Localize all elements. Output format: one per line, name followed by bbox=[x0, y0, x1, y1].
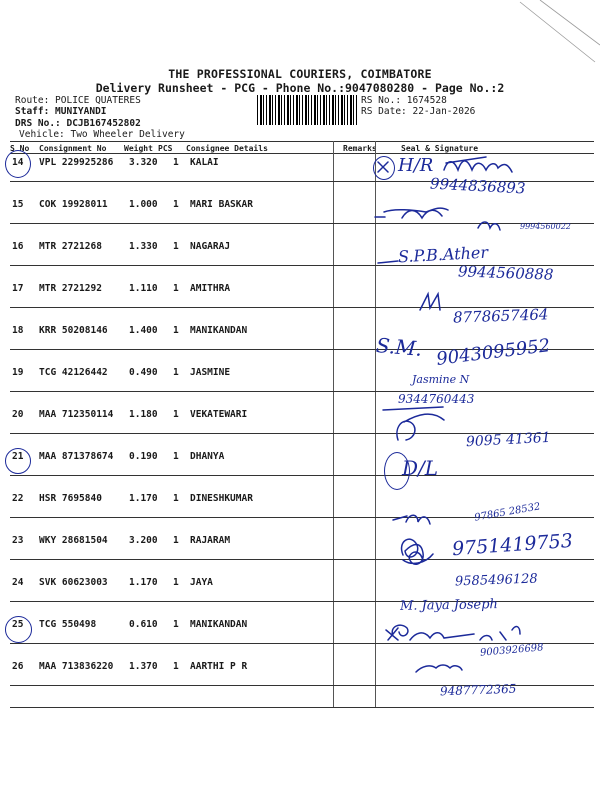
row-pcs: 1 bbox=[173, 283, 179, 294]
row-sno: 19 bbox=[12, 367, 24, 378]
row-consignment: MTR 2721268 bbox=[39, 241, 102, 252]
staff-label: Staff: MUNIYANDI bbox=[15, 106, 107, 117]
row-consignment: MAA 713836220 bbox=[39, 661, 114, 672]
row-consignee: MANIKANDAN bbox=[190, 619, 248, 630]
row-sno: 17 bbox=[12, 283, 24, 294]
row-consignment: WKY 28681504 bbox=[39, 535, 108, 546]
col-consignment: Consignment No bbox=[39, 144, 107, 153]
row-pcs: 1 bbox=[173, 241, 179, 252]
sig-25: 9003926698 bbox=[479, 642, 544, 659]
sig-24: M. Jaya Joseph bbox=[399, 597, 498, 614]
sig-26: 9487772365 bbox=[439, 681, 517, 699]
col-consignee: Consignee Details bbox=[186, 144, 268, 153]
row-weight: 0.190 bbox=[129, 451, 158, 462]
sig-23b: 9585496128 bbox=[454, 571, 538, 590]
col-remarks: Remarks bbox=[343, 144, 377, 153]
sig-19a: Jasmine N bbox=[412, 373, 470, 386]
row-weight: 1.180 bbox=[129, 409, 158, 420]
row-consignment: HSR 7695840 bbox=[39, 493, 102, 504]
row-pcs: 1 bbox=[173, 493, 179, 504]
col-weight: Weight bbox=[124, 144, 153, 153]
sig-20: 9095 41361 bbox=[465, 429, 551, 451]
row-consignee: AMITHRA bbox=[190, 283, 231, 294]
row-weight: 1.170 bbox=[129, 577, 158, 588]
row-consignee: VEKATEWARI bbox=[190, 409, 248, 420]
row-consignee: NAGARAJ bbox=[190, 241, 231, 252]
row-pcs: 1 bbox=[173, 157, 179, 168]
row-consignee: JAYA bbox=[190, 577, 213, 588]
sig-19b: 9344760443 bbox=[398, 392, 475, 406]
runsheet-title: Delivery Runsheet - PCG - Phone No.:9047080280 - Page No.:2 bbox=[95, 81, 505, 95]
row-consignee: MANIKANDAN bbox=[190, 325, 248, 336]
sig-18b: 9043095952 bbox=[435, 335, 552, 370]
sig-14a: H/R bbox=[398, 155, 434, 176]
row-consignment: COK 19928011 bbox=[39, 199, 108, 210]
row-pcs: 1 bbox=[173, 661, 179, 672]
col-seal: Seal & Signature bbox=[401, 144, 479, 153]
sig-14b: 9944836893 bbox=[429, 174, 526, 198]
row-pcs: 1 bbox=[173, 367, 179, 378]
row-consignment: MAA 712350114 bbox=[39, 409, 114, 420]
row-sno: 26 bbox=[12, 661, 24, 672]
row-pcs: 1 bbox=[173, 619, 179, 630]
row-weight: 1.370 bbox=[129, 661, 158, 672]
row-consignment: KRR 50208146 bbox=[39, 325, 108, 336]
row-pcs: 1 bbox=[173, 199, 179, 210]
col-pcs: PCS bbox=[158, 144, 173, 153]
route-label: Route: POLICE QUATERES bbox=[15, 95, 141, 106]
rs-no-label: RS No.: 1674528 bbox=[361, 95, 447, 106]
sig-15c: 9994560022 bbox=[520, 222, 571, 231]
row-consignee: RAJARAM bbox=[190, 535, 231, 546]
row-pcs: 1 bbox=[173, 325, 179, 336]
row-consignee: DINESHKUMAR bbox=[190, 493, 253, 504]
rs-date-label: RS Date: 22-Jan-2026 bbox=[361, 106, 476, 117]
row-consignment: TCG 550498 bbox=[39, 619, 97, 630]
sig-22: 97865 28532 bbox=[473, 501, 542, 524]
company-title: THE PROFESSIONAL COURIERS, COIMBATORE bbox=[168, 67, 432, 81]
row-pcs: 1 bbox=[173, 409, 179, 420]
row-weight: 0.490 bbox=[129, 367, 158, 378]
row-weight: 3.200 bbox=[129, 535, 158, 546]
row-sno: 14 bbox=[12, 157, 24, 168]
row-weight: 1.110 bbox=[129, 283, 158, 294]
row-consignee: KALAI bbox=[190, 157, 219, 168]
sig-23a: 9751419753 bbox=[451, 529, 574, 561]
row-consignment: VPL 229925286 bbox=[39, 157, 114, 168]
row-consignee: DHANYA bbox=[190, 451, 225, 462]
row-sno: 16 bbox=[12, 241, 24, 252]
row-consignment: TCG 42126442 bbox=[39, 367, 108, 378]
row-pcs: 1 bbox=[173, 577, 179, 588]
row-sno: 20 bbox=[12, 409, 24, 420]
row-weight: 3.320 bbox=[129, 157, 158, 168]
col-sno: S No bbox=[10, 144, 30, 153]
sig-17: 8778657464 bbox=[452, 305, 549, 327]
sig-16b: 9944560888 bbox=[457, 262, 554, 284]
row-sno: 15 bbox=[12, 199, 24, 210]
row-sno: 23 bbox=[12, 535, 24, 546]
row-sno: 25 bbox=[12, 619, 24, 630]
row-weight: 1.400 bbox=[129, 325, 158, 336]
sig-16a: S.P.B.Ather bbox=[397, 242, 489, 267]
row-consignee: JASMINE bbox=[190, 367, 231, 378]
drs-label: DRS No.: DCJB167452802 bbox=[15, 118, 141, 129]
row-weight: 1.330 bbox=[129, 241, 158, 252]
row-consignee: MARI BASKAR bbox=[190, 199, 253, 210]
row-sno: 18 bbox=[12, 325, 24, 336]
row-sno: 24 bbox=[12, 577, 24, 588]
row-pcs: 1 bbox=[173, 535, 179, 546]
row-weight: 1.170 bbox=[129, 493, 158, 504]
row-consignment: MAA 871378674 bbox=[39, 451, 114, 462]
row-sno: 21 bbox=[12, 451, 24, 462]
row-consignee: AARTHI P R bbox=[190, 661, 248, 672]
row-weight: 1.000 bbox=[129, 199, 158, 210]
row-sno: 22 bbox=[12, 493, 24, 504]
sig-21: D/L bbox=[402, 456, 439, 480]
row-consignment: SVK 60623003 bbox=[39, 577, 108, 588]
row-pcs: 1 bbox=[173, 451, 179, 462]
sig-18a: S.M. bbox=[375, 333, 424, 361]
row-consignment: MTR 2721292 bbox=[39, 283, 102, 294]
vehicle-label: Vehicle: Two Wheeler Delivery bbox=[19, 129, 185, 140]
row-weight: 0.610 bbox=[129, 619, 158, 630]
